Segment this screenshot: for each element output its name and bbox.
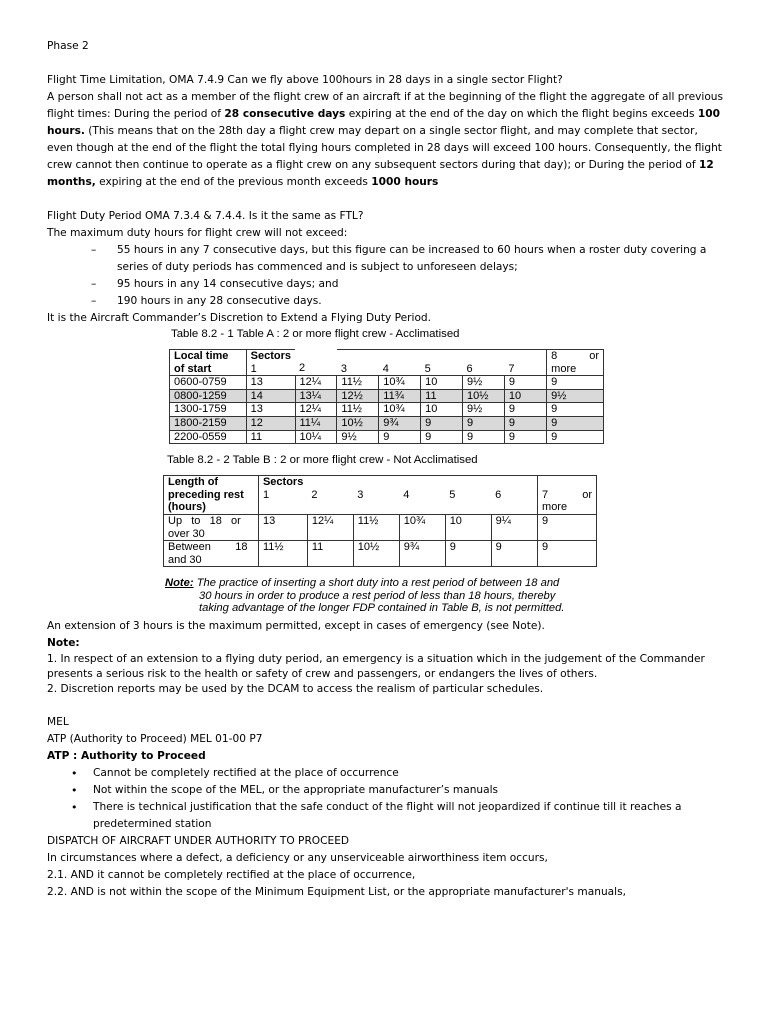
mel-reference: ATP (Authority to Proceed) MEL 01-00 P7 — [47, 732, 263, 745]
table-head-cell: 3 — [337, 350, 379, 376]
ftl-paragraph: A person shall not act as a member of the flight crew of an aircraft if at the beginning of the flight the aggregate of all previous flight times: During the period of 28 consecutive days expiring at the end of the day on which the flight begins exceeds 100 hours. (This means that on the 28th day a flight crew may depart on a single sector flight, and may complete that sector, even though at the end of the flight the total flying hours completed in 28 days will exceed 100 hours. Consequently, the flight crew cannot then continue to operate as a flight crew on any subsequent sectors during that day); or During the period of 12 months, expiring at the end of the previous month exceeds 1000 hours — [47, 91, 724, 188]
table-head-cell: 2 — [295, 350, 337, 376]
dash-marker: – — [91, 295, 97, 307]
list-item: • Cannot be completely rectified at the place of occurrence — [71, 766, 399, 780]
list-item: – 55 hours in any 7 consecutive days, but this figure can be increased to 60 hours when a roster duty covering a series of duty periods has commenced and is subject to unforeseen delays; — [91, 244, 707, 273]
list-item: • Not within the scope of the MEL, or the appropriate manufacturer’s manuals — [71, 783, 499, 797]
bullet-marker: • — [71, 800, 78, 814]
table-head-cell: 5 — [445, 476, 491, 515]
document-page — [47, 38, 727, 901]
dispatch-intro: In circumstances where a defect, a deficiency or any unserviceable airworthiness item occurs, — [47, 851, 548, 864]
fdp-intro: The maximum duty hours for flight crew will not exceed: — [47, 227, 348, 239]
bullet-marker: • — [71, 783, 78, 797]
list-item: – 95 hours in any 14 consecutive days; and — [47, 276, 727, 293]
note-item-2: 2. Discretion reports may be used by the DCAM to access the realism of particular schedules. — [47, 682, 544, 695]
table-head-cell: 4 — [399, 476, 445, 515]
list-item: • There is technical justification that the safe conduct of the flight will not jeopardized if continue till it reaches a predetermined station — [71, 800, 682, 830]
dispatch-item-2: 2.2. AND is not within the scope of the Minimum Equipment List, or the appropriate manufacturer's manuals, — [47, 885, 626, 898]
table-row: 2200-0559 11 10¼ 9½ 9 9 9 9 9 — [170, 430, 604, 444]
table-head-cell: 6 — [462, 350, 504, 376]
table-note: Note: The practice of inserting a short duty into a rest period of between 18 and 30 hours in order to produce a rest period of less than 18 hours, thereby taking advantage of the longer FDP contained in Table B, is not permitted. — [165, 577, 565, 615]
dispatch-item-1: 2.1. AND it cannot be completely rectified at the place of occurrence, — [47, 868, 416, 881]
dispatch-heading: DISPATCH OF AIRCRAFT UNDER AUTHORITY TO PROCEED — [47, 834, 350, 847]
fdp-limits-list — [47, 242, 727, 310]
atp-bullet-list — [47, 765, 727, 833]
table-b-caption: Table 8.2 - 2 Table B : 2 or more flight crew - Not Acclimatised — [167, 454, 478, 467]
discretion-text: It is the Aircraft Commander’s Discretion to Extend a Flying Duty Period. — [47, 312, 432, 324]
note-label: Note: — [165, 577, 194, 590]
table-head-cell: 7 — [504, 350, 546, 376]
note-heading: Note: — [47, 636, 80, 649]
extension-text: An extension of 3 hours is the maximum permitted, except in cases of emergency (see Note). — [47, 619, 545, 632]
table-head-cell: 5 — [421, 350, 463, 376]
table-a-caption: Table 8.2 - 1 Table A : 2 or more flight crew - Acclimatised — [171, 328, 460, 340]
note-item-1: 1. In respect of an extension to a flying duty period, an emergency is a situation which in the judgement of the Commander presents a serious risk to the health or safety of crew and passengers, or endangers the lives of others. — [47, 652, 705, 680]
table-row: 0600-0759 13 12¼ 11½ 10¾ 10 9½ 9 9 — [170, 376, 604, 390]
list-item: – 190 hours in any 28 consecutive days. — [47, 293, 727, 310]
table-row: 1300-1759 13 12¼ 11½ 10¾ 10 9½ 9 9 — [170, 403, 604, 417]
phase-heading: Phase 2 — [47, 40, 89, 52]
table-head-cell: 2 — [307, 476, 353, 515]
table-a-head-time: Local time of start — [170, 350, 247, 376]
table-head-cell: 6 — [491, 476, 537, 515]
table-row: 0800-1259 14 13¼ 12½ 11¾ 11 10½ 10 9½ — [170, 389, 604, 403]
table-a — [169, 349, 604, 444]
mel-title: MEL — [47, 715, 69, 728]
table-head-cell: 3 — [353, 476, 399, 515]
bullet-marker: • — [71, 766, 78, 780]
table-head-cell: 8 or more — [547, 350, 604, 376]
table-b — [163, 475, 597, 567]
table-row: Up to 18 or over 30 13 12¼ 11½ 10¾ 10 9¼ 9 — [164, 514, 597, 540]
dash-marker: – — [91, 278, 97, 290]
table-row: 1800-2159 12 11¼ 10½ 9¾ 9 9 9 9 — [170, 416, 604, 430]
ftl-heading: Flight Time Limitation, OMA 7.4.9 Can we fly above 100hours in 28 days in a single sector Flight? — [47, 74, 563, 86]
dash-marker: – — [91, 244, 97, 256]
table-head-cell: 7 or more — [538, 476, 597, 515]
table-head-cell: Sectors 1 — [258, 476, 307, 515]
table-head-cell: Sectors 1 — [246, 350, 295, 376]
table-row: Between 18 and 30 11½ 11 10½ 9¾ 9 9 9 — [164, 541, 597, 567]
atp-heading: ATP : Authority to Proceed — [47, 749, 206, 762]
fdp-heading: Flight Duty Period OMA 7.3.4 & 7.4.4. Is it the same as FTL? — [47, 210, 364, 222]
table-head-cell: 4 — [379, 350, 421, 376]
table-b-head-rest: Length of preceding rest (hours) — [164, 476, 259, 515]
